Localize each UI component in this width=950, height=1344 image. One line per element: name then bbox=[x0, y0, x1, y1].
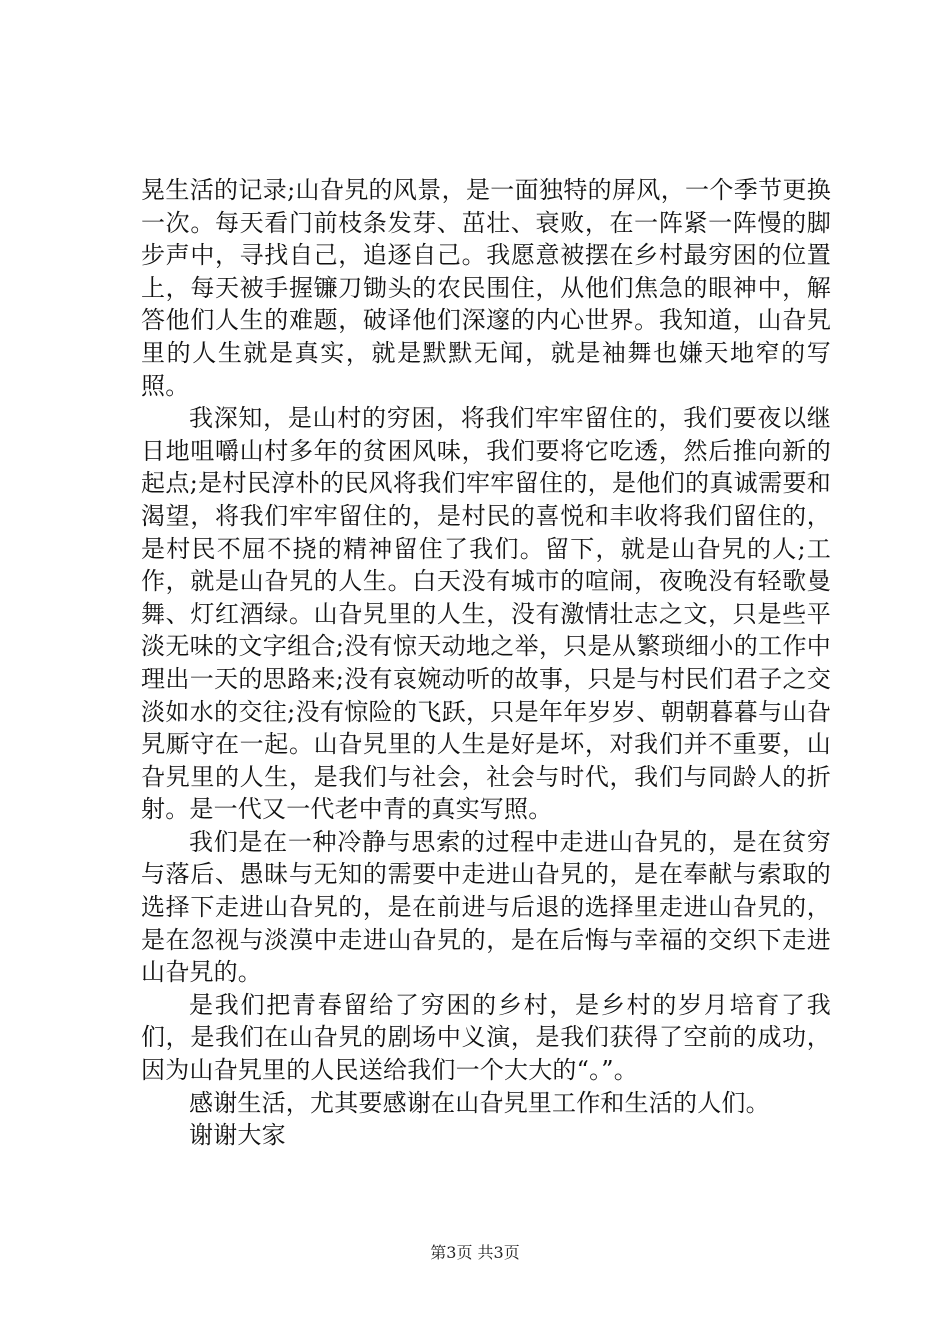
paragraph-youth-village: 是我们把青春留给了穷困的乡村，是乡村的岁月培育了我们，是我们在山旮旯的剧场中义演，是我们获得了空前的成功，因为山旮旯里的人民送给我们一个大大的“。”。 bbox=[141, 990, 831, 1085]
document-body bbox=[141, 174, 831, 1152]
page-number-footer: 第3页 共3页 bbox=[430, 1243, 520, 1262]
paragraph-entering-village: 我们是在一种冷静与思索的过程中走进山旮旯的，是在贫穷与落后、愚昧与无知的需要中走进山旮旯的，是在奉献与索取的选择下走进山旮旯的，是在前进与后退的选择里走进山旮旯的，是在忽视与淡漠中走进山旮旯的，是在后悔与幸福的交织下走进山旮旯的。 bbox=[141, 827, 831, 987]
paragraph-gratitude: 感谢生活，尤其要感谢在山旮旯里工作和生活的人们。 bbox=[189, 1088, 770, 1117]
paragraph-thanks: 谢谢大家 bbox=[189, 1121, 286, 1150]
paragraph-poverty-reflection: 我深知，是山村的穷困，将我们牢牢留住的，我们要夜以继日地咀嚼山村多年的贫困风味，我们要将它吃透，然后推向新的起点;是村民淳朴的民风将我们牢牢留住的，是他们的真诚需要和渴望，将我们牢牢留住的，是村民的喜悦和丰收将我们留住的，是村民不屈不挠的精神留住了我们。留下，就是山旮旯的人;工作，就是山旮旯的人生。白天没有城市的喧闹，夜晚没有轻歌曼舞、灯红酒绿。山旮旯里的人生，没有激情壮志之文，只是些平淡无味的文字组合;没有惊天动地之举，只是从繁琐细小的工作中理出一天的思路来;没有哀婉动听的故事，只是与村民们君子之交淡如水的交往;没有惊险的飞跃，只是年年岁岁、朝朝暮暮与山旮旯厮守在一起。山旮旯里的人生是好是坏，对我们并不重要，山旮旯里的人生，是我们与社会，社会与时代，我们与同龄人的折射。是一代又一代老中青的真实写照。 bbox=[141, 404, 831, 824]
paragraph-continuation: 晃生活的记录;山旮旯的风景，是一面独特的屏风，一个季节更换一次。每天看门前枝条发芽、茁壮、衰败，在一阵紧一阵慢的脚步声中，寻找自己，追逐自己。我愿意被摆在乡村最穷困的位置上，每天被手握镰刀锄头的农民围住，从他们焦急的眼神中，解答他们人生的难题，破译他们深邃的内心世界。我知道，山旮旯里的人生就是真实，就是默默无闻，就是袖舞也嫌天地窄的写照。 bbox=[141, 176, 831, 400]
